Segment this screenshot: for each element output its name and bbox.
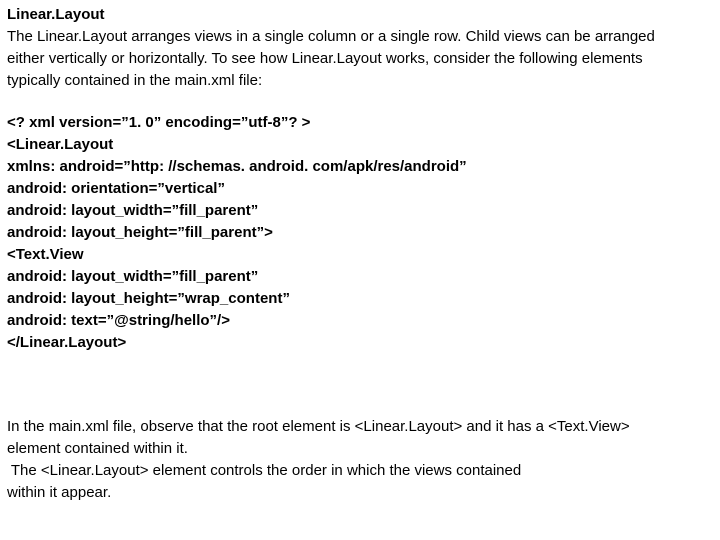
intro-line: either vertically or horizontally. To see how Linear.Layout works, consider the following elements — [7, 50, 643, 67]
code-line: android: layout_height=”fill_parent”> — [7, 224, 273, 241]
outro-line: In the main.xml file, observe that the root element is <Linear.Layout> and it has a <Text.View> — [7, 418, 630, 435]
code-line: <Text.View — [7, 246, 84, 263]
code-line: android: text=”@string/hello”/> — [7, 312, 230, 329]
doc-title: Linear.Layout — [7, 6, 105, 23]
code-line: android: layout_width=”fill_parent” — [7, 202, 259, 219]
code-line: xmlns: android=”http: //schemas. android. com/apk/res/android” — [7, 158, 467, 175]
outro-line: element contained within it. — [7, 440, 188, 457]
outro-line: The <Linear.Layout> element controls the order in which the views contained — [7, 462, 522, 479]
outro-line: within it appear. — [7, 484, 112, 501]
code-line: <Linear.Layout — [7, 136, 114, 153]
code-line: android: layout_height=”wrap_content” — [7, 290, 290, 307]
code-line: </Linear.Layout> — [7, 334, 127, 351]
intro-line: The Linear.Layout arranges views in a single column or a single row. Child views can be arranged — [7, 28, 655, 45]
code-line: <? xml version=”1. 0” encoding=”utf-8”? > — [7, 114, 311, 131]
intro-line: typically contained in the main.xml file: — [7, 72, 263, 89]
code-line: android: layout_width=”fill_parent” — [7, 268, 259, 285]
code-line: android: orientation=”vertical” — [7, 180, 225, 197]
